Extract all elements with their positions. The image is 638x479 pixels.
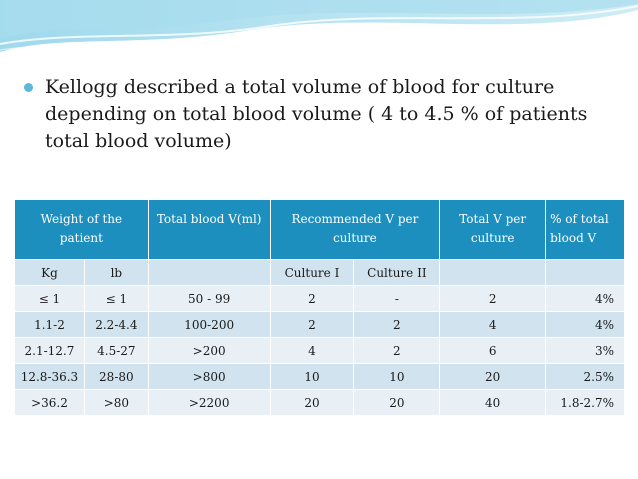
table-cell: 4 xyxy=(440,312,546,338)
unit-cell xyxy=(546,260,625,286)
table-cell: - xyxy=(354,286,440,312)
table-row xyxy=(15,364,625,390)
table-cell: 10 xyxy=(354,364,440,390)
table-cell: 28-80 xyxy=(84,364,148,390)
table-cell: 4% xyxy=(546,286,625,312)
table-cell: >2200 xyxy=(148,390,270,416)
table-cell: 10 xyxy=(270,364,354,390)
unit-cell xyxy=(440,260,546,286)
unit-cell: Kg xyxy=(15,260,85,286)
decorative-banner xyxy=(0,0,638,60)
table-row xyxy=(15,286,625,312)
table-cell: 20 xyxy=(354,390,440,416)
header-percent: % of total blood V xyxy=(546,200,625,260)
unit-cell: Culture I xyxy=(270,260,354,286)
unit-cell xyxy=(148,260,270,286)
table-cell: 6 xyxy=(440,338,546,364)
bullet-item xyxy=(24,74,604,155)
table-cell: 20 xyxy=(270,390,354,416)
header-recommended: Recommended V per culture xyxy=(270,200,440,260)
unit-cell: lb xyxy=(84,260,148,286)
table-row xyxy=(15,338,625,364)
table-cell: 20 xyxy=(440,364,546,390)
units-row xyxy=(15,260,625,286)
table-cell: ≤ 1 xyxy=(84,286,148,312)
bullet-block xyxy=(24,74,604,155)
table-cell: 2.5% xyxy=(546,364,625,390)
table-cell: 3% xyxy=(546,338,625,364)
table-cell: 12.8-36.3 xyxy=(15,364,85,390)
table-cell: 2.2-4.4 xyxy=(84,312,148,338)
unit-cell: Culture II xyxy=(354,260,440,286)
table-cell: >80 xyxy=(84,390,148,416)
table-header-row xyxy=(15,200,625,260)
table-cell: ≤ 1 xyxy=(15,286,85,312)
bullet-text: Kellogg described a total volume of blood for culture depending on total blood volume ( 4 to 4.5 % of patients total blood volume) xyxy=(45,76,588,152)
table-cell: 2 xyxy=(270,312,354,338)
table-cell: 50 - 99 xyxy=(148,286,270,312)
header-total-v: Total V per culture xyxy=(440,200,546,260)
table-cell: 2 xyxy=(270,286,354,312)
blood-volume-table xyxy=(14,199,625,416)
table-row xyxy=(15,312,625,338)
table-cell: 100-200 xyxy=(148,312,270,338)
bullet-dot-icon xyxy=(24,83,33,92)
table-cell: >800 xyxy=(148,364,270,390)
header-total-blood: Total blood V(ml) xyxy=(148,200,270,260)
table-cell: 2.1-12.7 xyxy=(15,338,85,364)
header-weight: Weight of the patient xyxy=(15,200,149,260)
table-cell: 4% xyxy=(546,312,625,338)
table-cell: 2 xyxy=(354,312,440,338)
table-cell: 2 xyxy=(440,286,546,312)
table-cell: >36.2 xyxy=(15,390,85,416)
table-cell: 40 xyxy=(440,390,546,416)
table-cell: 4 xyxy=(270,338,354,364)
table-cell: 1.8-2.7% xyxy=(546,390,625,416)
table-cell: 1.1-2 xyxy=(15,312,85,338)
table-cell: 4.5-27 xyxy=(84,338,148,364)
table-cell: >200 xyxy=(148,338,270,364)
table-row xyxy=(15,390,625,416)
table-cell: 2 xyxy=(354,338,440,364)
